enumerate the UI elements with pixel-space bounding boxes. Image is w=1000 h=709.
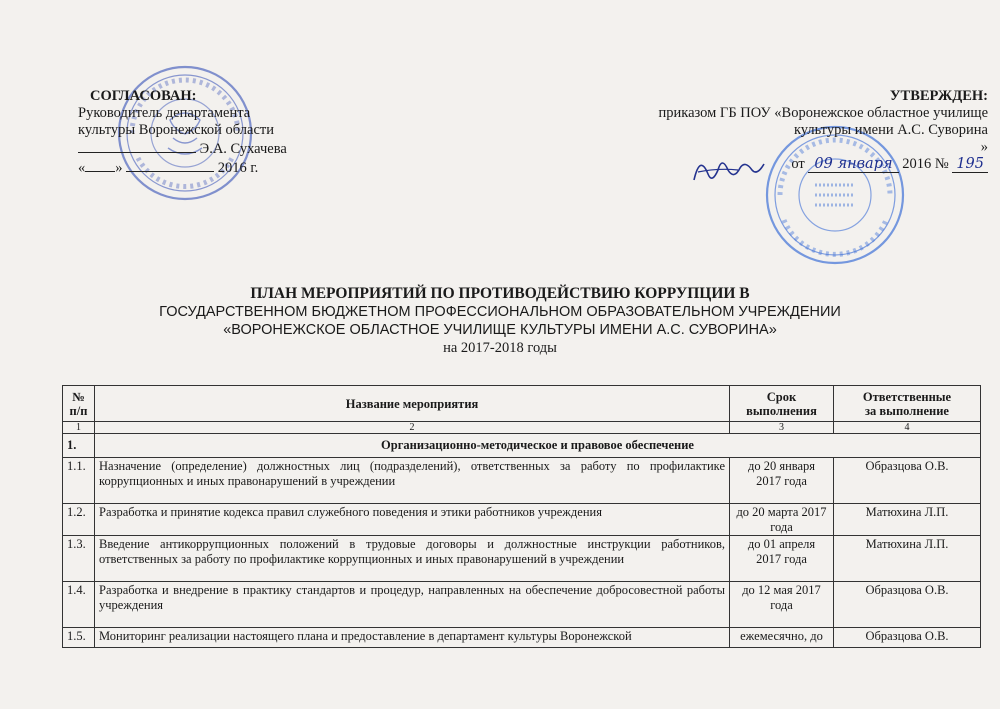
row-term: до 20 марта 2017 года bbox=[730, 504, 834, 536]
row-activity: Введение антикоррупционных положений в трудовые договоры и должностные инструкции работников, ответственных за работу по профилактике коррупционных и иных правонарушений в учреждении bbox=[95, 536, 730, 582]
date-quote-open: « bbox=[78, 160, 86, 176]
section-num: 1. bbox=[63, 434, 95, 458]
row-num: 1.3. bbox=[63, 536, 95, 582]
section-row bbox=[63, 434, 981, 458]
agreed-date-year: 2016 г. bbox=[217, 160, 259, 176]
row-activity: Разработка и принятие кодекса правил служебного поведения и этики работников учреждения bbox=[95, 504, 730, 536]
table-row bbox=[63, 582, 981, 628]
row-num: 1.1. bbox=[63, 458, 95, 504]
agreed-signatory: Э.А. Сухачева bbox=[199, 141, 287, 157]
approved-order-line1: приказом ГБ ПОУ «Воронежское областное училище bbox=[658, 105, 988, 121]
agreed-date-line bbox=[78, 158, 378, 177]
agreed-heading: СОГЛАСОВАН: bbox=[90, 88, 197, 104]
row-responsible: Матюхина Л.П. bbox=[834, 536, 981, 582]
table-row bbox=[63, 628, 981, 648]
title-line2: ГОСУДАРСТВЕННОМ БЮДЖЕТНОМ ПРОФЕССИОНАЛЬНОМ ОБРАЗОВАТЕЛЬНОМ УЧРЕЖДЕНИИ bbox=[159, 304, 841, 320]
agreed-position-line1: Руководитель департамента bbox=[78, 105, 251, 121]
table-header-row bbox=[63, 386, 981, 422]
row-responsible: Образцова О.В. bbox=[834, 628, 981, 648]
row-term: до 01 апреля 2017 года bbox=[730, 536, 834, 582]
approved-date-prefix: от bbox=[791, 156, 805, 172]
table-row bbox=[63, 536, 981, 582]
column-index: 3 bbox=[730, 422, 834, 434]
row-term: до 12 мая 2017 года bbox=[730, 582, 834, 628]
approved-heading: УТВЕРЖДЕН: bbox=[889, 88, 988, 104]
header-term: Срок выполнения bbox=[730, 386, 834, 422]
row-num: 1.4. bbox=[63, 582, 95, 628]
agreed-signatory-line bbox=[78, 139, 378, 158]
row-term: до 20 января 2017 года bbox=[730, 458, 834, 504]
title-line1: ПЛАН МЕРОПРИЯТИЙ ПО ПРОТИВОДЕЙСТВИЮ КОРРУПЦИИ В bbox=[250, 285, 750, 302]
table-row bbox=[63, 504, 981, 536]
row-num: 1.2. bbox=[63, 504, 95, 536]
day-blank bbox=[85, 158, 115, 172]
document-title bbox=[0, 285, 1000, 357]
row-responsible: Матюхина Л.П. bbox=[834, 504, 981, 536]
section-title: Организационно-методическое и правовое обеспечение bbox=[95, 434, 981, 458]
approved-order-line2: культуры имени А.С. Суворина bbox=[793, 122, 988, 138]
agreed-block bbox=[78, 88, 378, 177]
column-index: 2 bbox=[95, 422, 730, 434]
approved-date-year: 2016 № bbox=[902, 156, 949, 172]
title-line4: на 2017-2018 годы bbox=[443, 340, 557, 356]
approved-order-line3: » bbox=[980, 139, 988, 155]
row-num: 1.5. bbox=[63, 628, 95, 648]
month-blank bbox=[126, 158, 214, 172]
header-name: Название мероприятия bbox=[95, 386, 730, 422]
header-responsible: Ответственные за выполнение bbox=[834, 386, 981, 422]
signature-blank bbox=[78, 139, 196, 153]
approved-block bbox=[588, 88, 988, 173]
plan-table bbox=[62, 385, 981, 648]
approved-date-handwritten: 09 января bbox=[808, 156, 898, 173]
row-activity: Мониторинг реализации настоящего плана и предоставление в департамент культуры Воронежской bbox=[95, 628, 730, 648]
row-responsible: Образцова О.В. bbox=[834, 582, 981, 628]
title-line3: «ВОРОНЕЖСКОЕ ОБЛАСТНОЕ УЧИЛИЩЕ КУЛЬТУРЫ ИМЕНИ А.С. СУВОРИНА» bbox=[223, 322, 777, 338]
row-term: ежемесячно, до bbox=[730, 628, 834, 648]
row-activity: Назначение (определение) должностных лиц (подразделений), ответственных за работу по профилактике коррупционных и иных правонарушений в учреждении bbox=[95, 458, 730, 504]
table-row bbox=[63, 458, 981, 504]
row-responsible: Образцова О.В. bbox=[834, 458, 981, 504]
row-activity: Разработка и внедрение в практику стандартов и процедур, направленных на обеспечение добросовестной работы учреждения bbox=[95, 582, 730, 628]
column-index-row bbox=[63, 422, 981, 434]
agreed-position-line2: культуры Воронежской области bbox=[78, 122, 274, 138]
date-quote-close: » bbox=[115, 160, 123, 176]
approved-number-handwritten: 195 bbox=[952, 156, 988, 173]
column-index: 1 bbox=[63, 422, 95, 434]
column-index: 4 bbox=[834, 422, 981, 434]
header-num: № п/п bbox=[63, 386, 95, 422]
approved-date-line bbox=[588, 156, 988, 173]
